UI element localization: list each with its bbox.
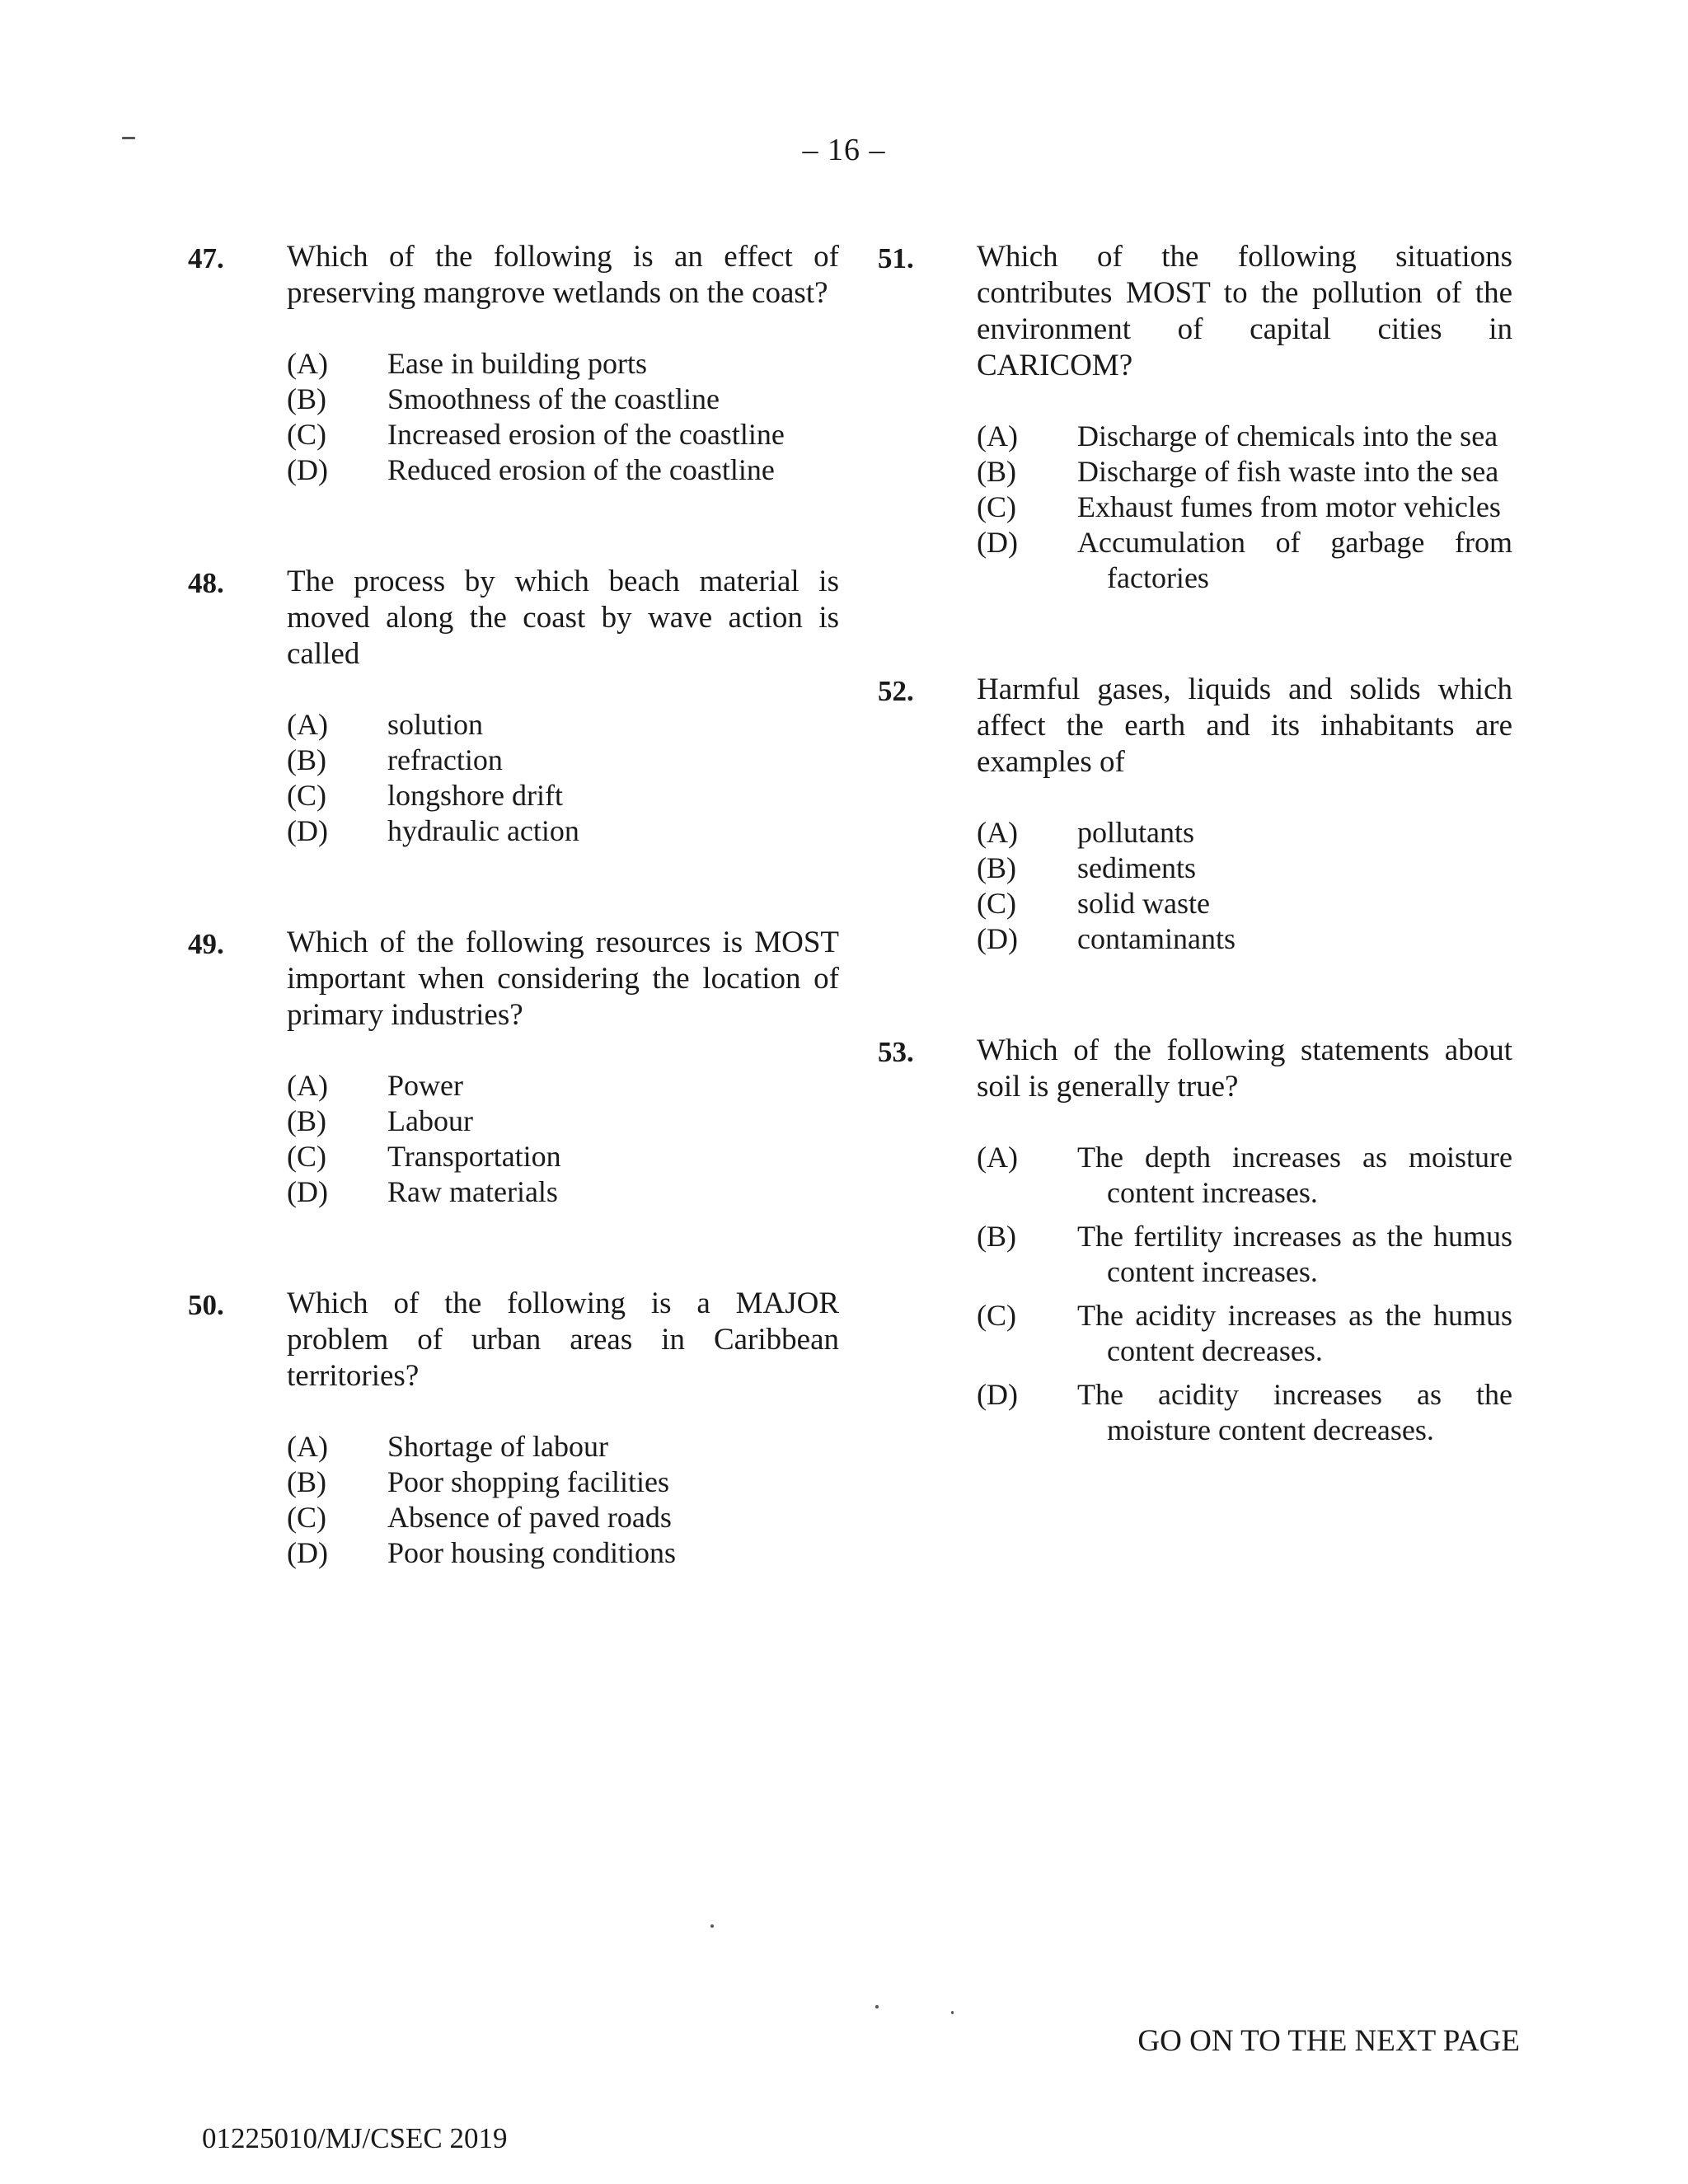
option-d — [287, 813, 839, 849]
option-letter: (A) — [977, 1141, 1018, 1174]
option-letter: (C) — [287, 418, 326, 451]
option-a — [977, 815, 1512, 851]
scan-speck — [951, 2011, 954, 2014]
option-text: sediments — [1077, 851, 1196, 884]
option-text: Exhaust fumes from motor vehicles — [1077, 490, 1501, 523]
option-d — [977, 1377, 1512, 1448]
option-text: The depth increases as moisture content increases. — [1077, 1141, 1512, 1209]
option-d — [287, 452, 839, 488]
question-stem: Which of the following statements about soil is generally true? — [977, 1033, 1512, 1104]
question-stem: Harmful gases, liquids and solids which affect the earth and its inhabitants are examples of — [977, 673, 1512, 779]
option-c — [977, 886, 1512, 921]
right-column — [878, 239, 1512, 1524]
question-number: 48. — [188, 567, 224, 599]
option-a — [287, 1429, 839, 1465]
option-text: solution — [387, 708, 484, 741]
left-column — [188, 239, 839, 1647]
page-number: – 16 – — [802, 133, 886, 167]
option-b — [287, 382, 839, 417]
option-letter: (C) — [977, 887, 1016, 920]
option-text: Power — [387, 1069, 463, 1102]
option-letter: (A) — [287, 1430, 328, 1463]
option-text: The fertility increases as the humus content increases. — [1077, 1220, 1512, 1288]
option-letter: (B) — [977, 1220, 1016, 1253]
option-c — [977, 490, 1512, 525]
question-stem: The process by which beach material is moved along the coast by wave action is called — [287, 565, 839, 671]
option-d — [287, 1174, 839, 1210]
option-letter: (C) — [287, 1140, 326, 1173]
option-b — [287, 1104, 839, 1139]
option-text: longshore drift — [387, 779, 563, 812]
option-text: refraction — [387, 743, 503, 776]
option-letter: (D) — [977, 922, 1018, 955]
option-text: The acidity increases as the humus content decreases. — [1077, 1299, 1512, 1367]
option-c — [287, 1139, 839, 1174]
question-number: 50. — [188, 1289, 224, 1321]
option-text: Poor shopping facilities — [387, 1465, 669, 1498]
option-letter: (A) — [287, 708, 328, 741]
question-52 — [878, 672, 1512, 957]
option-d — [287, 1535, 839, 1571]
option-a — [287, 1068, 839, 1104]
option-letter: (A) — [977, 419, 1018, 452]
option-letter: (B) — [977, 455, 1016, 488]
option-text: Accumulation of garbage from factories — [1077, 526, 1512, 594]
option-text: Shortage of labour — [387, 1430, 608, 1463]
question-48 — [188, 564, 839, 849]
option-letter: (C) — [977, 490, 1016, 523]
option-text: hydraulic action — [387, 814, 579, 847]
option-letter: (C) — [287, 1501, 326, 1534]
question-number: 51. — [878, 242, 914, 274]
option-letter: (D) — [977, 526, 1018, 559]
question-stem: Which of the following situations contributes MOST to the pollution of the environment of capital cities in CARICOM? — [977, 240, 1512, 382]
option-text: Absence of paved roads — [387, 1501, 672, 1534]
option-text: solid waste — [1077, 887, 1210, 920]
option-letter: (B) — [977, 851, 1016, 884]
option-c — [287, 778, 839, 813]
option-c — [287, 417, 839, 452]
question-53 — [878, 1033, 1512, 1448]
option-c — [977, 1298, 1512, 1369]
option-letter: (B) — [287, 1104, 326, 1137]
option-a — [977, 419, 1512, 454]
option-letter: (B) — [287, 382, 326, 415]
question-number: 49. — [188, 928, 224, 960]
option-letter: (D) — [287, 814, 328, 847]
option-d — [977, 921, 1512, 957]
option-text: Poor housing conditions — [387, 1536, 677, 1569]
option-letter: (A) — [977, 816, 1018, 849]
option-text: Raw materials — [387, 1175, 558, 1208]
question-47 — [188, 239, 839, 488]
option-letter: (B) — [287, 1465, 326, 1498]
option-a — [287, 707, 839, 743]
option-text: Labour — [387, 1104, 473, 1137]
question-stem: Which of the following is an effect of preserving mangrove wetlands on the coast? — [287, 240, 839, 310]
question-49 — [188, 925, 839, 1210]
option-letter: (D) — [287, 1536, 328, 1569]
question-number: 52. — [878, 675, 914, 707]
option-b — [977, 454, 1512, 490]
question-number: 53. — [878, 1036, 914, 1068]
option-text: Reduced erosion of the coastline — [387, 453, 775, 486]
option-letter: (B) — [287, 743, 326, 776]
option-text: Transportation — [387, 1140, 561, 1173]
option-b — [977, 851, 1512, 886]
scan-speck — [122, 137, 135, 139]
option-d — [977, 525, 1512, 596]
option-text: Ease in building ports — [387, 347, 647, 380]
option-letter: (C) — [977, 1299, 1016, 1332]
option-text: Discharge of fish waste into the sea — [1077, 455, 1499, 488]
option-letter: (D) — [287, 1175, 328, 1208]
question-50 — [188, 1286, 839, 1571]
option-letter: (A) — [287, 347, 328, 380]
question-51 — [878, 239, 1512, 596]
option-letter: (A) — [287, 1069, 328, 1102]
question-stem: Which of the following resources is MOST important when considering the location of primary industries? — [287, 926, 839, 1032]
question-stem: Which of the following is a MAJOR problem of urban areas in Caribbean territories? — [287, 1286, 839, 1393]
option-letter: (D) — [287, 453, 328, 486]
option-letter: (D) — [977, 1378, 1018, 1411]
option-text: Increased erosion of the coastline — [387, 418, 785, 451]
option-text: pollutants — [1077, 816, 1194, 849]
question-number: 47. — [188, 242, 224, 274]
option-b — [977, 1219, 1512, 1290]
paper-code: 01225010/MJ/CSEC 2019 — [202, 2122, 508, 2154]
option-text: contaminants — [1077, 922, 1236, 955]
option-text: The acidity increases as the moisture content decreases. — [1077, 1378, 1512, 1446]
option-b — [287, 1465, 839, 1500]
option-letter: (C) — [287, 779, 326, 812]
option-a — [287, 346, 839, 382]
option-a — [977, 1140, 1512, 1211]
scan-speck — [875, 2005, 879, 2008]
go-on-next-page: GO ON TO THE NEXT PAGE — [1137, 2024, 1520, 2058]
scan-speck — [710, 1924, 714, 1928]
option-text: Smoothness of the coastline — [387, 382, 720, 415]
option-b — [287, 743, 839, 778]
option-text: Discharge of chemicals into the sea — [1077, 419, 1498, 452]
option-c — [287, 1500, 839, 1535]
